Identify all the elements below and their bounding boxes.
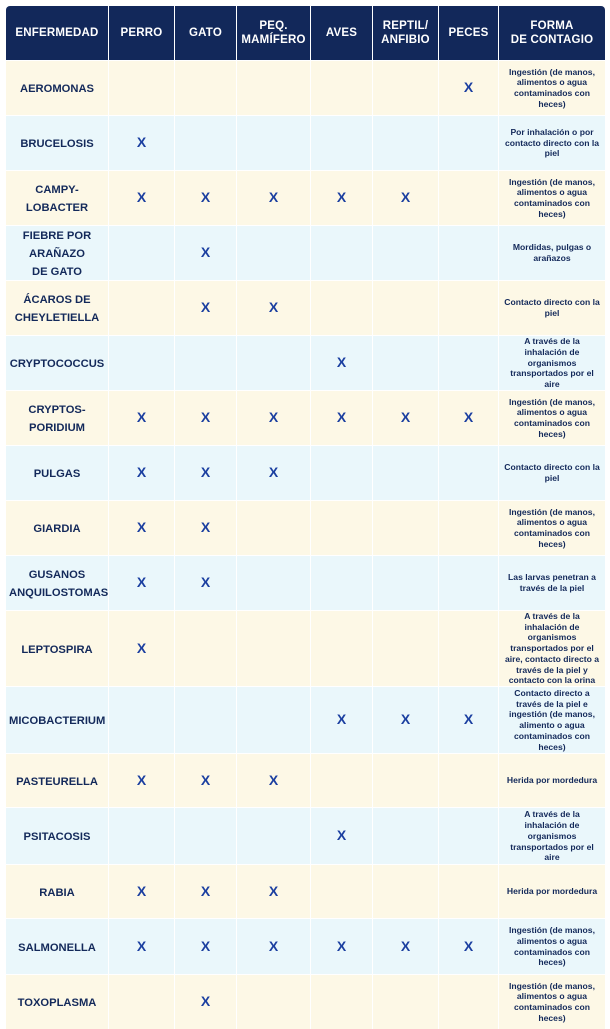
contagion-text: Por inhalación o por contacto directo con la piel — [504, 126, 600, 159]
mark-cell — [439, 335, 499, 390]
contagion-cell — [499, 974, 605, 1029]
mark-cell — [311, 390, 373, 445]
contagion-text: Ingestión (de manos, alimentos o agua contaminados con heces) — [509, 176, 595, 219]
mark-cell — [109, 610, 175, 686]
table-row — [6, 60, 605, 115]
mark-cell — [109, 753, 175, 807]
mark-cell — [175, 335, 237, 390]
disease-cell — [6, 390, 109, 445]
x-mark: X — [136, 409, 147, 425]
x-mark: X — [463, 79, 474, 95]
mark-cell — [439, 115, 499, 170]
mark-cell — [109, 974, 175, 1029]
mark-cell — [373, 686, 439, 753]
mark-cell — [175, 610, 237, 686]
mark-cell — [237, 225, 311, 280]
contagion-cell — [499, 807, 605, 864]
mark-cell — [373, 918, 439, 974]
mark-cell — [373, 753, 439, 807]
disease-cell — [6, 335, 109, 390]
disease-cell — [6, 974, 109, 1029]
x-mark: X — [268, 299, 279, 315]
mark-cell — [237, 445, 311, 500]
mark-cell — [373, 445, 439, 500]
x-mark: X — [336, 354, 347, 370]
mark-cell — [311, 807, 373, 864]
mark-cell — [175, 753, 237, 807]
contagion-cell — [499, 60, 605, 115]
x-mark: X — [463, 409, 474, 425]
mark-cell — [373, 170, 439, 225]
mark-cell — [439, 170, 499, 225]
mark-cell — [175, 390, 237, 445]
mark-cell — [237, 170, 311, 225]
x-mark: X — [200, 464, 211, 480]
table-row — [6, 225, 605, 280]
table-row — [6, 280, 605, 335]
x-mark: X — [200, 574, 211, 590]
mark-cell — [175, 445, 237, 500]
table-row — [6, 170, 605, 225]
disease-cell — [6, 60, 109, 115]
disease-cell — [6, 918, 109, 974]
disease-cell — [6, 225, 109, 280]
x-mark: X — [400, 189, 411, 205]
mark-cell — [439, 918, 499, 974]
disease-cell — [6, 610, 109, 686]
table-row — [6, 555, 605, 610]
disease-cell — [6, 280, 109, 335]
x-mark: X — [136, 937, 147, 954]
disease-cell — [6, 807, 109, 864]
mark-cell — [237, 555, 311, 610]
mark-cell — [175, 170, 237, 225]
table-row — [6, 864, 605, 918]
header-forma-contagio: FORMA DE CONTAGIO — [499, 6, 605, 60]
table-row — [6, 115, 605, 170]
contagion-text: A través de la inhalación de organismos transportados por el aire — [510, 809, 594, 863]
contagion-cell — [499, 753, 605, 807]
disease-name: CRYPTOCOCCUS — [9, 358, 105, 370]
x-mark: X — [136, 771, 147, 788]
mark-cell — [439, 974, 499, 1029]
mark-cell — [439, 864, 499, 918]
mark-cell — [311, 225, 373, 280]
x-mark: X — [200, 771, 211, 788]
mark-cell — [109, 686, 175, 753]
header-aves: AVES — [311, 6, 373, 60]
zoonosis-table — [6, 6, 605, 1029]
disease-name: RABIA — [39, 886, 75, 899]
disease-name: PASTEURELLA — [16, 775, 98, 788]
disease-cell — [6, 555, 109, 610]
table-row — [6, 918, 605, 974]
mark-cell — [439, 555, 499, 610]
mark-cell — [373, 60, 439, 115]
contagion-cell — [499, 225, 605, 280]
mark-cell — [237, 974, 311, 1029]
contagion-text: Mordidas, pulgas o arañazos — [512, 242, 592, 263]
x-mark: X — [463, 937, 474, 954]
contagion-text: Ingestión (de manos, alimentos o agua contaminados con heces) — [509, 66, 595, 109]
mark-cell — [237, 335, 311, 390]
mark-cell — [237, 280, 311, 335]
disease-name: LEPTOSPIRA — [21, 643, 93, 656]
mark-cell — [439, 390, 499, 445]
contagion-cell — [499, 115, 605, 170]
mark-cell — [373, 555, 439, 610]
x-mark: X — [136, 189, 147, 205]
mark-cell — [439, 225, 499, 280]
x-mark: X — [200, 299, 211, 315]
x-mark: X — [268, 882, 279, 899]
mark-cell — [311, 445, 373, 500]
mark-cell — [311, 974, 373, 1029]
header-peq-mamifero: PEQ. MAMÍFERO — [237, 6, 311, 60]
x-mark: X — [200, 244, 211, 260]
mark-cell — [373, 280, 439, 335]
x-mark: X — [400, 409, 411, 425]
contagion-text: Ingestión (de manos, alimentos o agua contaminados con heces) — [509, 980, 595, 1023]
header-reptil-anfibio: REPTIL/ ANFIBIO — [373, 6, 439, 60]
mark-cell — [109, 500, 175, 555]
mark-cell — [237, 686, 311, 753]
mark-cell — [373, 500, 439, 555]
mark-cell — [175, 974, 237, 1029]
mark-cell — [311, 170, 373, 225]
x-mark: X — [200, 882, 211, 899]
x-mark: X — [268, 771, 279, 788]
table-row — [6, 753, 605, 807]
mark-cell — [237, 115, 311, 170]
x-mark: X — [336, 937, 347, 954]
disease-cell — [6, 500, 109, 555]
x-mark: X — [200, 409, 211, 425]
mark-cell — [175, 115, 237, 170]
mark-cell — [175, 500, 237, 555]
x-mark: X — [136, 882, 147, 899]
x-mark: X — [336, 711, 347, 728]
table-row — [6, 610, 605, 686]
x-mark: X — [268, 409, 279, 425]
mark-cell — [311, 555, 373, 610]
contagion-text: Herida por mordedura — [506, 886, 598, 897]
contagion-cell — [499, 445, 605, 500]
mark-cell — [373, 974, 439, 1029]
mark-cell — [175, 225, 237, 280]
x-mark: X — [136, 639, 147, 656]
mark-cell — [373, 390, 439, 445]
disease-name: BRUCELOSIS — [20, 138, 94, 150]
mark-cell — [237, 390, 311, 445]
contagion-text: Ingestión (de manos, alimentos o agua contaminados con heces) — [509, 925, 595, 968]
contagion-text: A través de la inhalación de organismos transportados por el aire — [510, 336, 594, 390]
x-mark: X — [268, 464, 279, 480]
contagion-text: Las larvas penetran a través de la piel — [508, 572, 596, 593]
mark-cell — [237, 60, 311, 115]
disease-name: FIEBRE POR ARAÑAZO DE GATO — [22, 230, 92, 278]
x-mark: X — [200, 993, 211, 1010]
mark-cell — [311, 686, 373, 753]
mark-cell — [175, 807, 237, 864]
mark-cell — [373, 807, 439, 864]
contagion-cell — [499, 500, 605, 555]
contagion-cell — [499, 335, 605, 390]
x-mark: X — [136, 574, 147, 590]
disease-name: GIARDIA — [33, 523, 81, 535]
table-row — [6, 686, 605, 753]
mark-cell — [175, 280, 237, 335]
mark-cell — [175, 918, 237, 974]
mark-cell — [311, 864, 373, 918]
contagion-text: A través de la inhalación de organismos transportados por el aire, contacto directo a través de la piel y contacto con la orina — [504, 611, 600, 686]
disease-name: CAMPY- LOBACTER — [25, 184, 89, 214]
x-mark: X — [463, 711, 474, 728]
disease-name: ÁCAROS DE CHEYLETIELLA — [14, 294, 100, 324]
mark-cell — [109, 335, 175, 390]
mark-cell — [373, 864, 439, 918]
disease-name: SALMONELLA — [18, 941, 96, 954]
mark-cell — [175, 60, 237, 115]
contagion-cell — [499, 610, 605, 686]
mark-cell — [175, 864, 237, 918]
mark-cell — [109, 864, 175, 918]
contagion-text: Contacto directo con la piel — [504, 462, 600, 483]
mark-cell — [373, 610, 439, 686]
contagion-cell — [499, 686, 605, 753]
x-mark: X — [268, 937, 279, 954]
disease-name: PULGAS — [33, 468, 81, 480]
mark-cell — [439, 500, 499, 555]
x-mark: X — [200, 189, 211, 205]
header-gato: GATO — [175, 6, 237, 60]
x-mark: X — [136, 464, 147, 480]
disease-name: TOXOPLASMA — [17, 997, 97, 1010]
mark-cell — [109, 115, 175, 170]
disease-name: MICOBACTERIUM — [9, 715, 106, 728]
mark-cell — [237, 864, 311, 918]
mark-cell — [373, 225, 439, 280]
disease-cell — [6, 445, 109, 500]
disease-name: PSITACOSIS — [23, 831, 91, 844]
mark-cell — [439, 753, 499, 807]
mark-cell — [237, 500, 311, 555]
disease-cell — [6, 753, 109, 807]
mark-cell — [109, 225, 175, 280]
header-perro: PERRO — [109, 6, 175, 60]
mark-cell — [311, 753, 373, 807]
mark-cell — [109, 390, 175, 445]
mark-cell — [109, 555, 175, 610]
contagion-cell — [499, 280, 605, 335]
disease-name: CRYPTOS- PORIDIUM — [28, 404, 86, 434]
mark-cell — [311, 918, 373, 974]
table-row — [6, 335, 605, 390]
contagion-text: Ingestión (de manos, alimentos o agua contaminados con heces) — [509, 506, 595, 549]
mark-cell — [439, 686, 499, 753]
mark-cell — [109, 280, 175, 335]
x-mark: X — [136, 134, 147, 150]
header-peces: PECES — [439, 6, 499, 60]
contagion-text: Herida por mordedura — [506, 775, 598, 786]
mark-cell — [175, 686, 237, 753]
contagion-text: Contacto directo a través de la piel e ingestión (de manos, alimento o agua contaminados con heces) — [509, 687, 595, 752]
disease-cell — [6, 170, 109, 225]
x-mark: X — [336, 409, 347, 425]
x-mark: X — [136, 519, 147, 535]
mark-cell — [311, 500, 373, 555]
mark-cell — [311, 335, 373, 390]
mark-cell — [237, 610, 311, 686]
mark-cell — [311, 60, 373, 115]
mark-cell — [109, 807, 175, 864]
table-row — [6, 390, 605, 445]
x-mark: X — [336, 827, 347, 844]
disease-cell — [6, 686, 109, 753]
x-mark: X — [200, 937, 211, 954]
mark-cell — [109, 445, 175, 500]
mark-cell — [439, 445, 499, 500]
mark-cell — [109, 918, 175, 974]
mark-cell — [237, 918, 311, 974]
mark-cell — [311, 280, 373, 335]
x-mark: X — [400, 937, 411, 954]
contagion-text: Ingestión (de manos, alimentos o agua contaminados con heces) — [509, 396, 595, 439]
contagion-cell — [499, 864, 605, 918]
contagion-cell — [499, 918, 605, 974]
disease-name: AEROMONAS — [20, 83, 94, 95]
x-mark: X — [400, 711, 411, 728]
disease-name: GUSANOS ANQUILOSTOMAS — [9, 569, 109, 599]
mark-cell — [373, 115, 439, 170]
table-row — [6, 500, 605, 555]
contagion-text: Contacto directo con la piel — [504, 297, 600, 318]
table-row — [6, 445, 605, 500]
disease-cell — [6, 864, 109, 918]
table-row — [6, 807, 605, 864]
mark-cell — [439, 610, 499, 686]
mark-cell — [311, 610, 373, 686]
mark-cell — [311, 115, 373, 170]
contagion-cell — [499, 390, 605, 445]
x-mark: X — [336, 189, 347, 205]
table-body — [6, 60, 605, 1029]
header-enfermedad: ENFERMEDAD — [6, 6, 109, 60]
x-mark: X — [268, 189, 279, 205]
mark-cell — [109, 60, 175, 115]
contagion-cell — [499, 170, 605, 225]
mark-cell — [237, 753, 311, 807]
mark-cell — [439, 280, 499, 335]
header-row — [6, 6, 605, 60]
x-mark: X — [200, 519, 211, 535]
disease-cell — [6, 115, 109, 170]
mark-cell — [373, 335, 439, 390]
mark-cell — [109, 170, 175, 225]
contagion-cell — [499, 555, 605, 610]
mark-cell — [439, 807, 499, 864]
mark-cell — [439, 60, 499, 115]
table-row — [6, 974, 605, 1029]
mark-cell — [237, 807, 311, 864]
mark-cell — [175, 555, 237, 610]
